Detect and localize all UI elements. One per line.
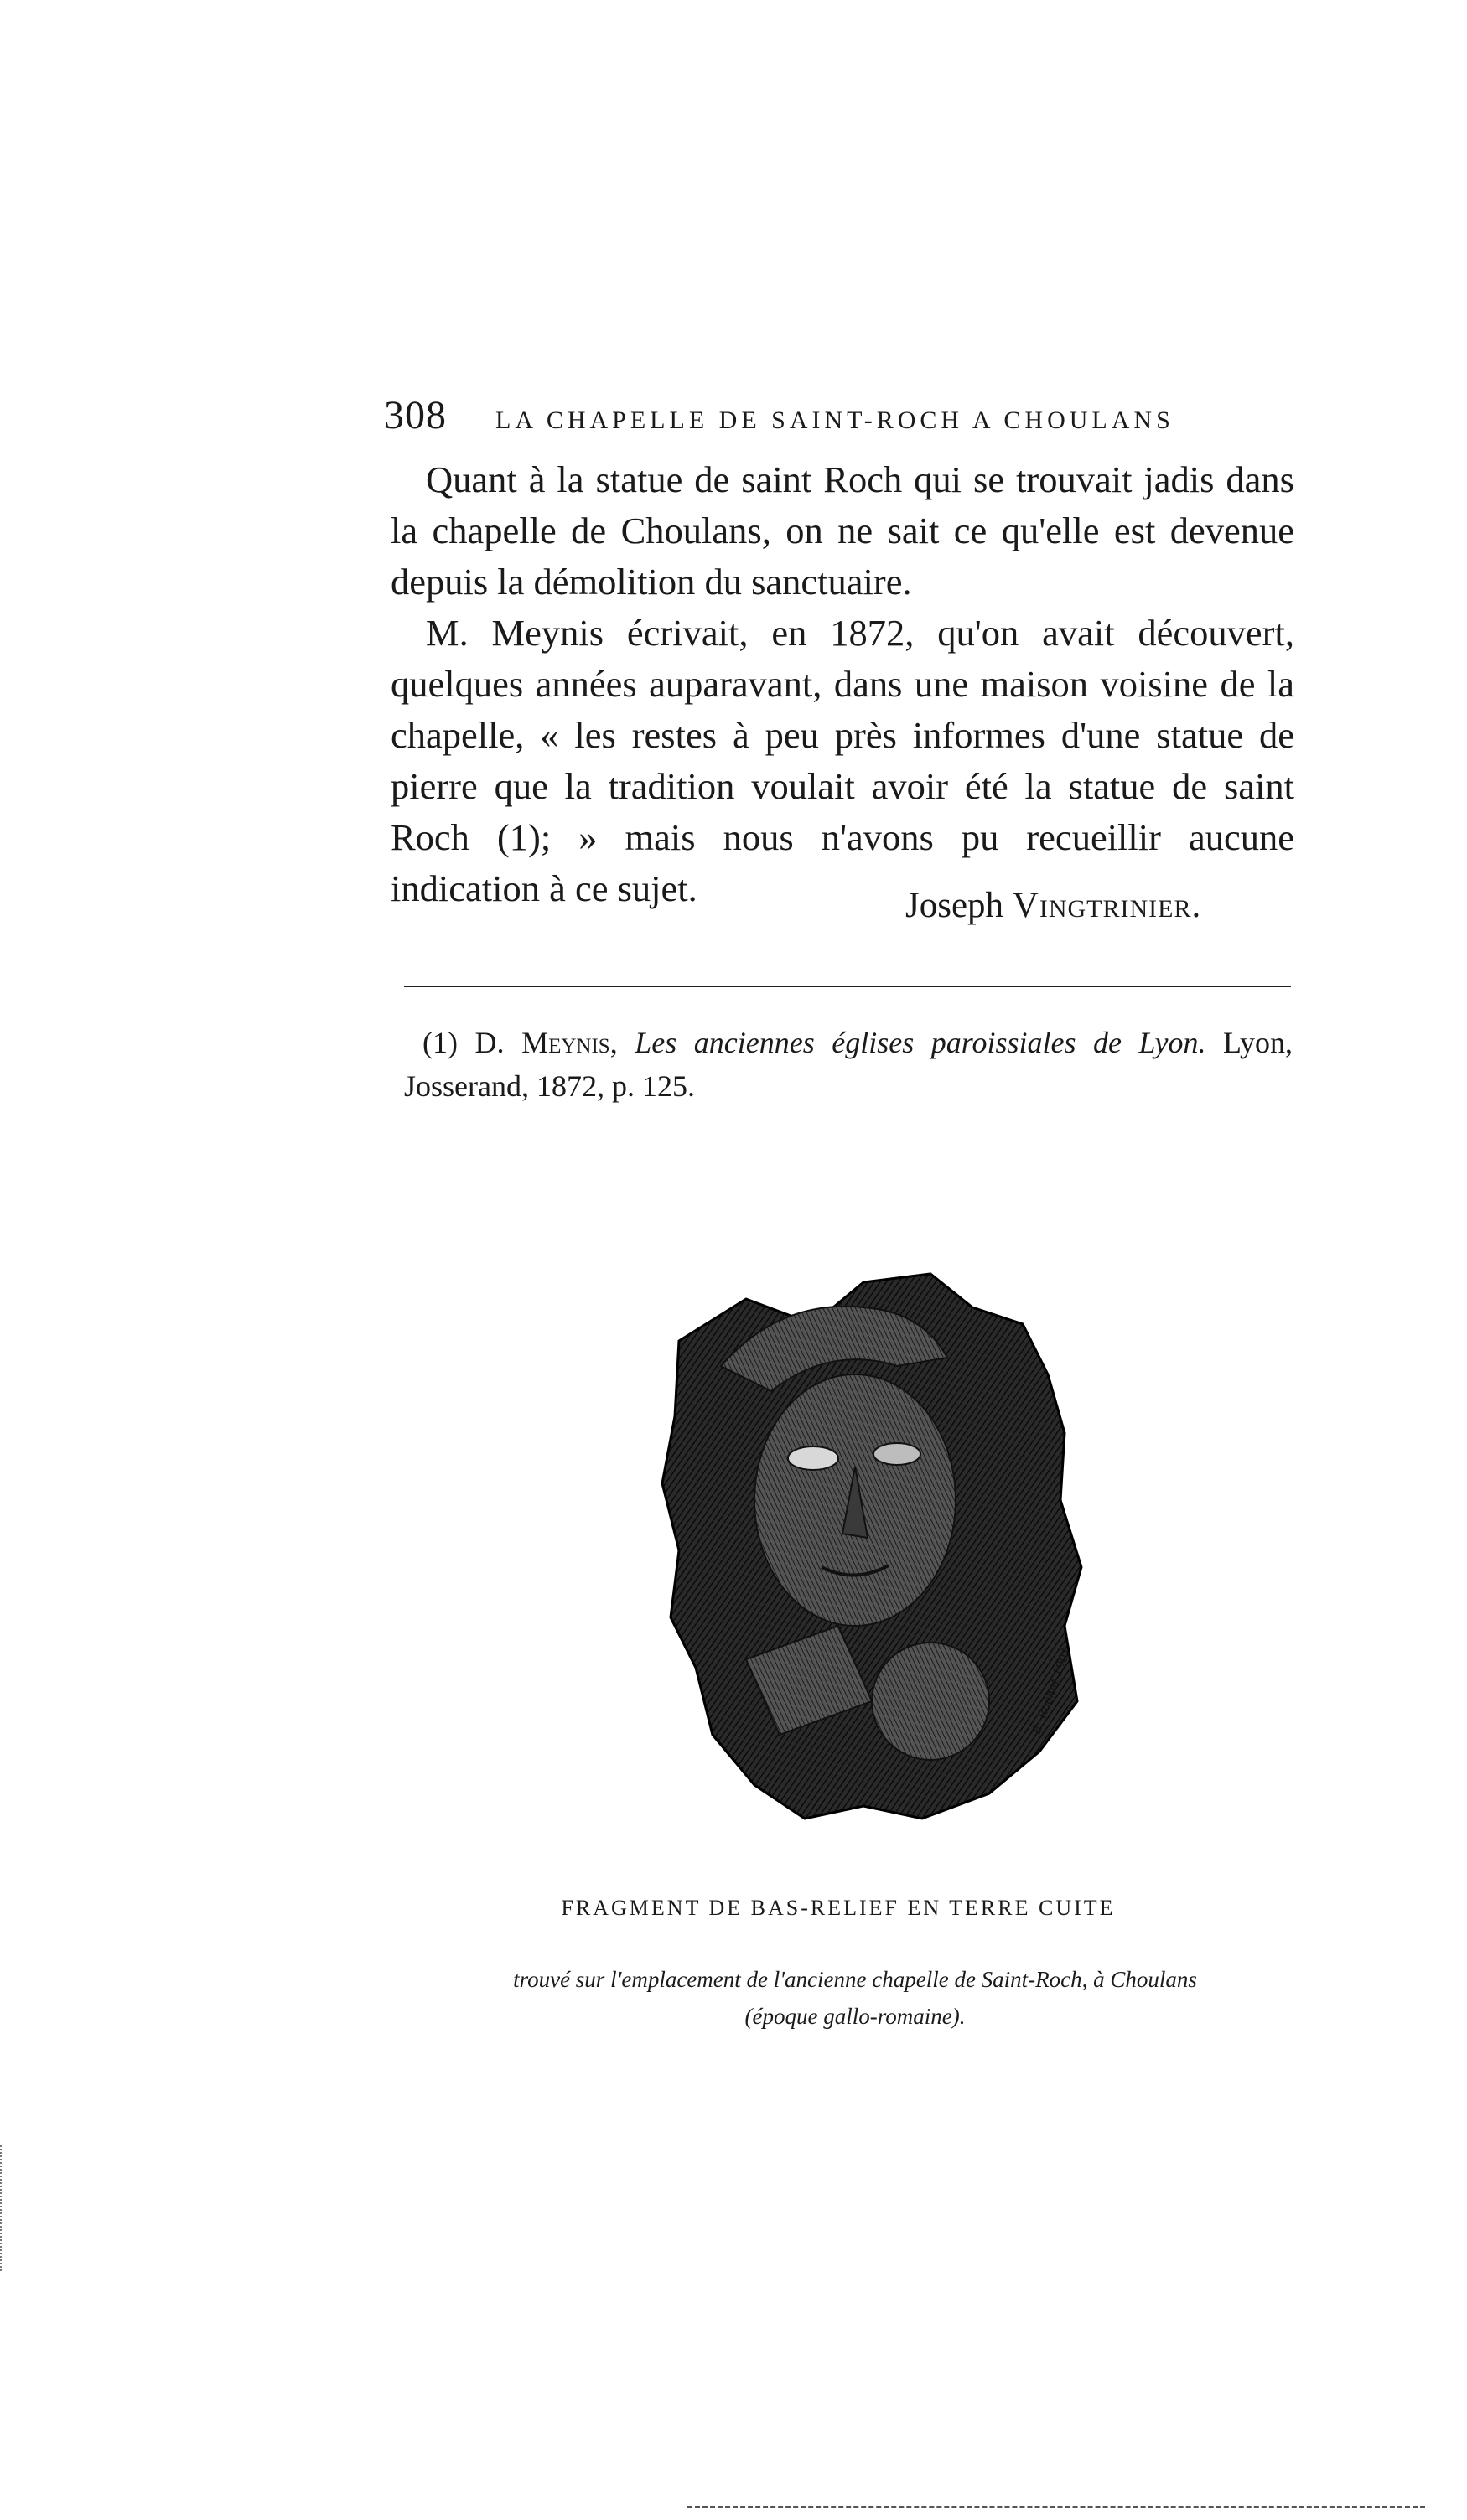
footnote-publication: Lyon, Josserand, 1872, p. 125. [404,1026,1293,1103]
caption-line-1: trouvé sur l'emplacement de l'ancienne chapelle de Saint-Roch, à Choulans [513,1967,1197,1992]
artist-signature: E. Rochet 1901 [1029,1645,1075,1736]
paragraph: M. Meynis écrivait, en 1872, qu'on avait découvert, quelques années auparavant, dans une maison voisine de la chapelle, « les restes à peu près informes d'une statue de pierre que la tradition voulait avoir été la statue de saint Roch (1); » mais nous n'avons pu recueillir aucune indication à ce sujet. [391,612,1294,909]
signature-first-name: Joseph [905,886,1004,925]
footnote-author-initial: D. [474,1026,505,1059]
bas-relief-illustration [645,1265,1098,1852]
figure-caption-subtitle [453,1961,1257,2035]
running-title: LA CHAPELLE DE SAINT-ROCH A CHOULANS [495,406,1174,434]
footnote-author: Meynis, [521,1026,618,1059]
right-eye [873,1443,920,1465]
body-text [391,454,1294,914]
signature-last-name: Vingtrinier. [1012,886,1202,925]
running-head [384,392,1298,442]
footnote-marker: (1) [422,1026,458,1059]
caption-line-2: (époque gallo-romaine). [744,2004,966,2029]
bottom-dashes [687,2506,1425,2508]
figure-caption-title: FRAGMENT DE BAS-RELIEF EN TERRE CUITE [561,1896,1116,1920]
left-eye [788,1446,838,1470]
footnote-book-title: Les anciennes églises paroissiales de Lyon. [635,1026,1206,1059]
author-signature [905,885,1201,926]
margin-mark [0,2145,5,2271]
paragraph: Quant à la statue de saint Roch qui se trouvait jadis dans la chapelle de Choulans, on ne sait ce qu'elle est devenue depuis la démolition du sanctuaire. [391,458,1294,603]
round-element [872,1643,989,1760]
page-number: 308 [384,393,447,437]
footnote-rule [404,986,1291,987]
footnote [404,1021,1293,1108]
